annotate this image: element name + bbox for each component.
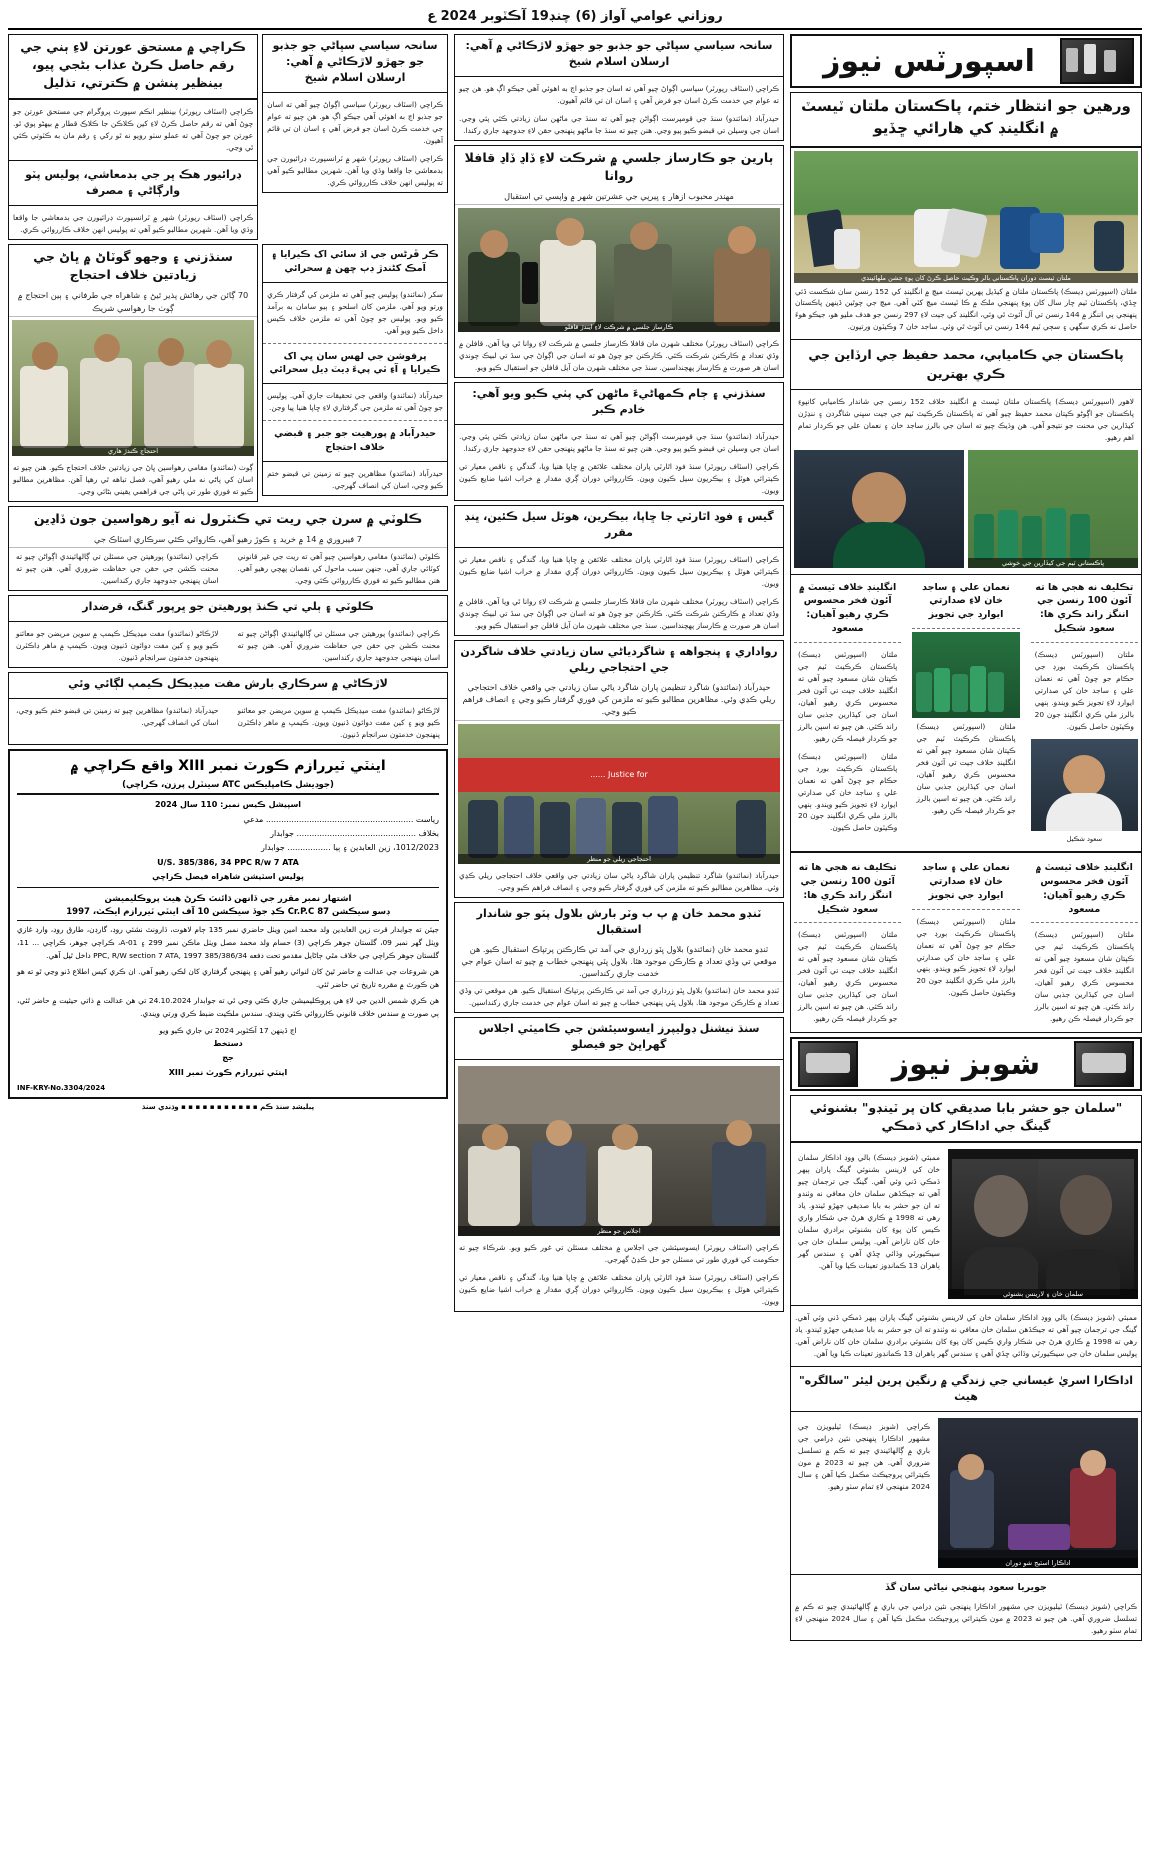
left-story-3-body: ڪراچي (اسٽاف رپورٽر) شهر ۾ ٽرانسپورٽ ڊرائيورن جي بدمعاشي جا واقعا وڌي ويا آهن. شهرين مطالبو ڪيو آهي ته پوليس انهن خلاف ڪارروائي ڪري. xyxy=(13,213,254,235)
court-ad-body-2: هن شروعات جي عدالت ۾ حاضر ٿيڻ کان لنوائي رهيو آهي ۽ پنهنجي گرفتاري کان لڪي رهيو آهي. ان ڪري کيس اطلاع ڏنو وڃي ٿو ته هو هن ڪورٽ ۾ مقرره تاريخ تي حاضر ٿئي. xyxy=(17,967,439,989)
sports-story5-body: ملتان (اسپورٽس ڊيسڪ) پاڪستان ڪرڪيٽ بورڊ جي حڪام جو چوڻ آهي ته نعمان علي ۽ ساجد خان کي صدارتي ايوارڊ لاءِ تجويز ڪيو ويندو. ٻنهي بالرز ملي ڪري انگلينڊ جون 20 وڪيٽون حاصل ڪيون. xyxy=(1034,649,1134,731)
left-story-9 xyxy=(8,595,448,668)
left-story-2 xyxy=(8,34,258,240)
center-story-6-body: ٽنڊو محمد خان (نمائندو) بلاول ڀٽو زرداري جي آمد تي ڪارڪنن پرتپاڪ استقبال ڪيو. هن موقعي تي وڏي تعداد ۾ ڪارڪن موجود هئا. بلاول ڀٽي پنهنجي خطاب ۾ چيو ته اسان عوام جي خدمت جاري رکنداسين. xyxy=(459,986,779,1008)
court-ad-subtitle: (جوڊيشل ڪامپليڪس ATC سينٽرل پرزن، ڪراچي) xyxy=(122,780,334,791)
court-ad-section: U/S. 385/386, 34 PPC R/w 7 ATA xyxy=(157,857,299,867)
sports-story3-headline: انگلينڊ خلاف ٽيسٽ ۾ آئون فخر محسوس ڪري رهيو آهيان: مسعود xyxy=(799,581,897,634)
shobiz-story3-headline: جويريا سعود پنهنجي نياڻي سان گڏ xyxy=(885,1582,1047,1594)
shobiz-logo-text: شوبز نيوز xyxy=(891,1046,1041,1082)
court-ad-sign-1: دستخط xyxy=(213,1039,243,1049)
left-farmers-photo xyxy=(12,320,254,456)
court-advertisement xyxy=(8,749,448,1099)
center-story-2 xyxy=(454,145,784,379)
left-story-3-headline: ڊرائيور هڪ ڀر جي بدمعاشي، پوليس پٽو وارڳاڻي ۽ مصرف xyxy=(25,168,242,198)
center-story-1-body-2: حيدرآباد (نمائندو) سنڌ جي قومپرست اڳواڻن چيو آهي ته سنڌ جي ماڻهن سان زيادتي ڪئي پئي وڃي. اسان جي وسيلن تي قبضو ڪيو پيو وڃي. هنن چيو ته سنڌ جا ماڻهو پنهنجي حقن لاءِ جدوجهد جاري رکندا. xyxy=(459,113,779,135)
center-protest-photo: Justice for ...... احتجاجي ريلي جو منظر xyxy=(458,724,780,864)
sports-story2-body: لاهور (اسپورٽس ڊيسڪ) پاڪستان ملتان ٽيسٽ ۾ انگلينڊ خلاف 152 رنسن جي شاندار ڪاميابي کانپوءِ پاڪستان جو اڳوڻو ڪپتان محمد حفيظ چيو آهي ته پاڪستان ڪرڪيٽ ٽيم جي جيت سڀني شاگردن ۽ ننڍڙن کيڏارين جي محنت جو نتيجو آهي. هن وڌيڪ چيو ته اسان جي بالرز ساجد خان ۽ نعمان علي جو ڪردار تمام اهم رهيو. xyxy=(798,396,1135,442)
sports-story4-headline: نعمان علي ۽ ساجد خان لاءِ صدارتي ايوارڊ جي تجويز xyxy=(922,581,1010,621)
shobiz-emblem-right xyxy=(798,1041,858,1087)
shobiz-lead-body-cont: ممبئي (شوبز ڊيسڪ) بالي ووڊ اداڪار سلمان خان کي لارينس بشنوئي گينگ پاران ٻيهر ڌمڪي ڏني وئي آهي. گينگ جي ترجمان چيو آهي ته جيڪڏهن سلمان خان معافي نه وٺندو ته ان جو حشر به بابا صديقي جهڙو ٿيندو. ياد رهي ته 1998 ۾ ڪاري هرڻ جي شڪار واري ڪيس کان پوءِ کان بشنوئي برادري سلمان خان کان ناراض آهي. پوليس سلمان خان جي سيڪيورٽي وڌائي ڇڏي آهي ۽ سندس گهر ٻاهران 13 ڪمانڊوز تعينات ڪيا ويا آهن. xyxy=(795,1313,1137,1359)
center-story-2-body: ڪراچي (اسٽاف رپورٽر) مختلف شهرن مان قافلا ڪارساز جلسي ۾ شرڪت لاءِ روانا ٿي ويا آهن. قافلن ۾ وڏي تعداد ۾ ڪارڪنن شرڪت ڪئي. ڪارڪنن جو چوڻ هو ته اسان جي اڳواڻ جي سڏ تي لبيڪ چوندي اسان هر صورت ۾ ڪارساز پهچنداسين. سنڌ جي مختلف شهرن مان آيل قافلن جو استقبال ڪيو ويو. xyxy=(459,339,779,373)
center-story-3-body: حيدرآباد (نمائندو) سنڌ جي قومپرست اڳواڻن چيو آهي ته سنڌ جي ماڻهن سان زيادتي ڪئي پئي وڃي. اسان جي وسيلن تي قبضو ڪيو پيو وڃي. هنن چيو ته سنڌ جا ماڻهو پنهنجي حقن لاءِ جدوجهد جاري رکندا. xyxy=(459,432,779,454)
sports-bottom-body-2: ملتان (اسپورٽس ڊيسڪ) پاڪستان ڪرڪيٽ بورڊ جي حڪام جو چوڻ آهي ته نعمان علي ۽ ساجد خان کي صدارتي ايوارڊ لاءِ تجويز ڪيو ويندو. ٻنهي بالرز ملي ڪري انگلينڊ جون 20 وڪيٽون حاصل ڪيون. xyxy=(916,916,1016,998)
shobiz-stage-photo xyxy=(938,1418,1138,1568)
center-story-2-subhead: مهندر محبوب ازهار ۽ ڀيرپي جي عشرتين شهر ۾ واپسي تي استقبال xyxy=(455,188,783,205)
sports-story5-headline: تڪليف نه هجي ها ته آئون 100 رنسن جي اننگز راند ڪري ها: سعود شڪيل xyxy=(1035,581,1134,634)
center-story-6-headline: ٽنڊو محمد خان ۾ پ ب وٽر بارش بلاول پٽو جو شاندار استقبال xyxy=(476,906,762,936)
center-story-3-headline: سنڌزني ۽ ڄام ڪمهاڻيءَ ماڻهن کي پٺي ڪيو ويو آهي: خادم ڪبر xyxy=(472,387,766,417)
shobiz-logo xyxy=(790,1037,1142,1091)
sports-emblem-left xyxy=(1060,38,1134,84)
left-story-7-subhead: 70 ڳائن جي رهائش پذير ٿيڻ ۽ شاهراه جي طرفاني ۽ ٻين احتجاج ۾ ڳوٺ جا رهواسي شريڪ xyxy=(9,287,257,317)
left-story-7-body: ڳوٺ (نمائندو) مقامي رهواسين ڀاڻ جي زيادتين خلاف احتجاج ڪيو. هنن چيو ته اسان کي پاڻي نه ملي رهيو آهي، فصل تباهه ٿي رهيا آهن. مظاهرين مطالبو ڪيو ته فوري طور تي پاڻي جي فراهمي يقيني بڻائي وڃي. xyxy=(13,463,254,496)
court-ad-sign-2: جج xyxy=(222,1053,234,1063)
masthead-date: روزاني عوامي آواز (6) چنڊ19 آڪٽوبر 2024 ع xyxy=(8,6,1142,30)
center-story-5-subhead: حيدرآباد (نمائندو) شاگرد تنظيمن پاران شاگرد ياڻي سان زيادتي جي واقعي خلاف احتجاجي ريلي ڪڍي وئي. مظاهرين مطالبو ڪيو ته ملزمن کي فوري گرفتار ڪيو وڃي ۽ انصاف فراهم ڪيو وڃي. xyxy=(455,679,783,721)
left-story-1-body: ڪراچي (اسٽاف رپورٽر) سياسي اڳواڻ چيو آهي ته اسان جو جذبو اڄ به اهوئي آهي جيڪو اڳ هو. هن چيو ته عوام جي خدمت ڪرڻ اسان جو فرض آهي ۽ اسان ان تي قائم آهيون. xyxy=(267,99,443,145)
center-story-6-subhead: ٽنڊو محمد خان (نمائندو) بلاول ڀٽو زرداري جي آمد تي ڪارڪنن پرتپاڪ استقبال ڪيو. هن موقعي تي وڏي تعداد ۾ ڪارڪن موجود هئا. بلاول ڀٽي پنهنجي خطاب ۾ چيو ته اسان عوام جي خدمت جاري رکنداسين. xyxy=(455,941,783,983)
sports-bottom-body-1: ملتان (اسپورٽس ڊيسڪ) پاڪستان ڪرڪيٽ ٽيم جي ڪپتان شان مسعود چيو آهي ته انگلينڊ خلاف جيت تي آئون فخر محسوس ڪري رهيو آهيان، اسان جي کيڏارين جذبي سان راند ڪئي. هن چيو ته اسپن بالرز جو ڪردار فيصلہ ڪن رهيو. xyxy=(1034,930,1134,1024)
center-story-5-body: حيدرآباد (نمائندو) شاگرد تنظيمن پاران شاگرد ياڻي سان زيادتي جي واقعي خلاف احتجاجي ريلي ڪڍي وئي. مظاهرين مطالبو ڪيو ته ملزمن کي فوري گرفتار ڪيو وڃي ۽ انصاف فراهم ڪيو وڃي. xyxy=(459,870,779,892)
court-ad-state-line: رياست .......................................................... مدعي xyxy=(243,814,439,824)
left-story-5-body: حيدرآباد (نمائندو) واقعي جي تحقيقات جاري آهي. پوليس جو چوڻ آهي ته ملزمن جي گرفتاري لاءِ ڇاپا هنيا پيا وڃن. xyxy=(267,391,443,413)
sports-player-photo-caption: سعود شڪيل xyxy=(1066,834,1103,843)
center-story-2-headline: ٻارين جو ڪارساز جلسي ۾ شرڪت لاءِ ڏاڍ ڏاڍ قافلا روانا xyxy=(464,149,774,183)
center-protest-photo-caption: احتجاجي ريلي جو منظر xyxy=(458,854,780,864)
center-story-7 xyxy=(454,1017,784,1312)
sports-bottom-body-3: ملتان (اسپورٽس ڊيسڪ) پاڪستان ڪرڪيٽ ٽيم جي ڪپتان شان مسعود چيو آهي ته انگلينڊ خلاف جيت تي آئون فخر محسوس ڪري رهيو آهيان، اسان جي کيڏارين جذبي سان راند ڪئي. هن چيو ته اسپن بالرز جو ڪردار فيصلہ ڪن رهيو. xyxy=(798,930,898,1024)
center-story-1-headline: سانحہ سياسي سڀاڻي جو جذبو جو جهڙو لاڙڪاڻي ۾ آهي: ارسلان اسلام شيخ xyxy=(465,39,773,68)
shobiz-lead-body: ممبئي (شوبز ڊيسڪ) بالي ووڊ اداڪار سلمان خان کي لارينس بشنوئي گينگ پاران ٻيهر ڌمڪي ڏني وئي آهي. گينگ جي ترجمان چيو آهي ته جيڪڏهن سلمان خان معافي نه وٺندو ته ان جو حشر به بابا صديقي جهڙو ٿيندو. ياد رهي ته 1998 ۾ ڪاري هرڻ جي شڪار واري ڪيس کان پوءِ کان بشنوئي برادري سلمان خان کان ناراض آهي. پوليس سلمان خان جي سيڪيورٽي وڌائي ڇڏي آهي ۽ سندس گهر ٻاهران 13 ڪمانڊوز تعينات ڪيا ويا آهن. xyxy=(798,1153,940,1271)
court-ad-vs-line: بخلاف ............................................... جوابدار xyxy=(270,828,439,838)
center-karsaz-photo xyxy=(458,208,780,332)
sports-hafeez-photo xyxy=(794,450,964,568)
sports-story2-headline: پاڪستان جي ڪاميابي، محمد حفيظ جي ارڏاين جي ڪري بهترين xyxy=(808,347,1124,381)
center-story-4-headline: گيس ۽ فوڊ اٿارٽي جا ڇاپا، بيڪرين، هوٽل سيل ڪئين، ڀنڊ مقرر xyxy=(464,510,774,540)
left-story-6-headline: حيدرآباد ۾ پورهيت جو جبر ۽ قبضي خلاف احتجاج xyxy=(274,428,437,453)
sports-player-photo xyxy=(1031,739,1138,831)
left-story-8 xyxy=(8,506,448,591)
center-story-1 xyxy=(454,34,784,141)
left-story-7 xyxy=(8,244,258,502)
sports-story4-body: ملتان (اسپورٽس ڊيسڪ) پاڪستان ڪرڪيٽ ٽيم جي ڪپتان شان مسعود چيو آهي ته انگلينڊ خلاف جيت تي آئون فخر محسوس ڪري رهيو آهيان، اسان جي کيڏارين جذبي سان راند ڪئي. هن چيو ته اسپن بالرز جو ڪردار فيصلہ ڪن رهيو. xyxy=(916,721,1016,815)
center-story-4-body-2: ڪراچي (اسٽاف رپورٽر) مختلف شهرن مان قافلا ڪارساز جلسي ۾ شرڪت لاءِ روانا ٿي ويا آهن. قافلن ۾ وڏي تعداد ۾ ڪارڪنن شرڪت ڪئي. ڪارڪنن جو چوڻ هو ته اسان جي اڳواڻ جي سڏ تي لبيڪ چوندي اسان هر صورت ۾ ڪارساز پهچنداسين. سنڌ جي مختلف شهرن مان آيل قافلن جو استقبال ڪيو ويو. xyxy=(459,596,779,630)
left-story-8-body: ڪلوٽي (نمائندو) مقامي رهواسين چيو آهي ته ريت جي غير قانوني کوٽائي جاري آهي، جنهن سبب ماحول کي نقصان پهچي رهيو آهي. هنن مطالبو ڪيو ته فوري ڪارروائي ڪئي وڃي. xyxy=(237,552,440,586)
court-ad-proclamation-sub: ڊسو سيڪشن 87 Cr.P.C ڪڍ جوڏ سيڪشن 10 آف اينٽي ٽيررازم ايڪٽ، 1997 xyxy=(66,907,390,918)
shobiz-emblem-left xyxy=(1074,1041,1134,1087)
court-ad-body-1: جيئن ته جوابدار قرت زين العابدين ولد محمد امين ويٺل حاضري نمبر 135 ڄام لاهوت، ڌارونٽ نشئي روڊ، گارڊن، طارق روڊ، وارڊ غازي ويٺل گهر نمبر 09، گلستان جوهر ڪراچي (3) حسام ولد محمد مصل ويٺل ماڪن نمبر 299 ۽ 01-A، ڪراچي جوهر، ڪراچي ... 11، گلستان جوهر ڪراچي جي خلاف مٿي ڄاڻايل مقدمو تحت دفعه 385/386/34 PPC, R/W section 7 ATA, 1997 داخل ٿيل آهي. xyxy=(17,925,439,960)
center-story-5-headline: رواداري ۽ پنجواهه ۽ شاگردياڻي سان زيادتي خلاف شاگردن جي احتجاجي ريلي xyxy=(460,644,778,674)
shobiz-lead-headline: "سلمان جو حشر بابا صديقي کان پر ٽينڊو" بشنوئي گينگ جي اداڪار کي ڌمڪي xyxy=(809,1100,1123,1134)
left-story-2-body: ڪراچي (اسٽاف رپورٽر) بينظير انڪم سپورٽ پروگرام جي مستحق عورتن جو چوڻ آهي ته رقم حاصل ڪرڻ لاءِ کين ڪلاڪن جا ڪلاڪ قطار ۾ بيهڻو پوي ٿو. عورتن جو چوڻ آهي ته عملو سٺو رويو نه ٿو رکي ۽ رقم مان به ڪٽوتي ڪئي ٿي وڃي. xyxy=(13,107,254,153)
sports-lead-headline: ورهين جو انتظار ختم، پاڪستان ملتان ٽيسٽ ۾ انگلينڊ کي هارائي ڇڏيو xyxy=(801,97,1131,137)
left-story-8-headline: ڪلوٽي ۾ سرن جي ريت تي ڪنٽرول نه آيو رهواسين جون ڏاڍين xyxy=(33,510,423,526)
left-story-1 xyxy=(262,34,448,193)
sports-bottom-head-2: نعمان علي ۽ ساجد خان لاءِ صدارتي ايوارڊ جي تجويز xyxy=(922,862,1010,901)
center-story-7-body-2: ڪراچي (اسٽاف رپورٽر) سنڌ فوڊ اٿارٽي پاران مختلف علائقن ۾ ڇاپا هنيا ويا، گندگي ۽ ناقص معيار تي ڪيترائي هوٽل ۽ بيڪريون سيل ڪيون ويون. ڪارروائي دوران ڳري مقدار ۾ خراب اشيا ضايع ڪيون ويون. xyxy=(459,1273,779,1307)
sports-lead-body: ملتان (اسپورٽس ڊيسڪ) پاڪستان ملتان ۾ کيڏيل پهرين ٽيسٽ ميچ ۾ انگلينڊ کي 152 رنسن سان شڪست ڏئي ڇڏي، پاڪستان ٽيم چار سال کان پوءِ پنهنجي ملڪ ۾ ڪا ٽيسٽ ميچ کٽي آهي. ميچ جي چوٿين ڏينهن پاڪستان پنهنجي ٻي اننگز ۾ 144 رنسن تي آل آئوٽ ٿي وئي، انگلينڊ کي جيت لاءِ 297 رنسن جو هدف مليو هو، جيڪو هوءَ حاصل نه ڪري سگهي ۽ سڄي ٽيم 144 رنسن تي آئوٽ ٿي وئي. ساجد خان 7 وڪيٽون ورتيون. xyxy=(795,286,1137,332)
court-ad-accused-line: 1012/2023، زين العابدين ۽ ٻيا ................. جوابدار xyxy=(261,843,439,853)
left-story-10-body-2: حيدرآباد (نمائندو) مظاهرين چيو ته زمينن تي قبضو ختم ڪيو وڃي، اسان کي انصاف گهرجي. xyxy=(16,706,219,728)
shobiz-lead-photo xyxy=(948,1149,1138,1299)
left-story-9-headline: ڪلوٽي ۽ ٻلي تي ڪنڌ پورهيتن جو ڀرپور گنگ، قرضدار xyxy=(82,600,374,614)
sports-lead-photo-caption: ملتان ٽيسٽ دوران پاڪستاني بالر وڪيٽ حاصل ڪرڻ کان پوءِ جشن ملهائيندي xyxy=(794,273,1138,283)
center-meeting-photo xyxy=(458,1066,780,1236)
sports-lead-photo xyxy=(794,151,1138,283)
left-story-8-subhead: 7 فيبروري ۾ 14 ۾ خريد ۽ ڪوڙ رهيو آهي، ڪاروائي ڪئي سرڪاري اسٽاڪ جي xyxy=(9,531,447,548)
center-story-4 xyxy=(454,505,784,636)
center-story-5 xyxy=(454,640,784,898)
court-ad-dated: اڄ ڏينهن 17 آڪٽوبر 2024 تي جاري ڪيو ويو xyxy=(159,1025,297,1035)
sports-bottom-head-1: انگلينڊ خلاف ٽيسٽ ۾ آئون فخر محسوس ڪري رهيو آهيان: مسعود xyxy=(1035,862,1133,915)
left-story-10-body: لاڙڪاڻو (نمائندو) مفت ميڊيڪل ڪيمپ ۾ سوين مريضن جو معائنو ڪيو ويو ۽ کين مفت دوائون ڏنيون ويون. ڪيمپ ۾ ماهر ڊاڪٽرن پنهنجون خدمتون سرانجام ڏنيون. xyxy=(237,706,440,740)
center-story-3 xyxy=(454,382,784,501)
center-story-7-headline: سنڌ نيشنل ڊوليپرز ايسوسيئشن جي ڪاميٽي اجلاس گهراڀڻ جو فيصلو xyxy=(478,1022,760,1052)
left-story-7-headline: سنڌزني ۽ وجهو گوٽاڻ ۾ ڀاڻ جي زيادتين خلاف احتجاج xyxy=(33,249,233,283)
court-ad-body-3: هن ڪري شمس الدين جي لاءِ هي پروڪليميشن جاري ڪئي وڃي ٿي ته جوابدار 24.10.2024 تي هن عدالت ۾ ذاتي حيثيت ۾ حاضر ٿئي، ٻي صورت ۾ سندس خلاف قانوني ڪارروائي ڪئي ويندي. سندس ملڪيت ضبط ڪري ورتي ويندي. xyxy=(17,996,439,1018)
sports-logo-text: اسپورٽس نيوز xyxy=(823,43,1035,79)
shobiz-stage-photo-caption: اداڪارا اسٽيج شو دوران xyxy=(938,1558,1138,1568)
court-ad-police-station: پوليس اسٽيشن شاهراه فيصل ڪراچي xyxy=(152,872,304,882)
center-meeting-photo-caption: اجلاس جو منظر xyxy=(458,1226,780,1236)
court-ad-proclamation-title: اشتهار نمبر مقرر جي ڏانهن ڌائنٽ ڪرڻ هيٺ پروڪليميشن xyxy=(104,894,352,905)
center-story-3-body-2: ڪراچي (اسٽاف رپورٽر) سنڌ فوڊ اٿارٽي پاران مختلف علائقن ۾ ڇاپا هنيا ويا، گندگي ۽ ناقص معيار تي ڪيترائي هوٽل ۽ بيڪريون سيل ڪيون ويون. ڪارروائي دوران ڳري مقدار ۾ خراب اشيا ضايع ڪيون ويون. xyxy=(459,462,779,496)
court-ad-inf-no: INF-KRY-No.3304/2024 xyxy=(17,1084,106,1093)
left-story-10 xyxy=(8,672,448,745)
center-story-6 xyxy=(454,902,784,1014)
sports-team-photo xyxy=(968,450,1138,568)
left-story-9-body-2: لاڙڪاڻو (نمائندو) مفت ميڊيڪل ڪيمپ ۾ سوين مريضن جو معائنو ڪيو ويو ۽ کين مفت دوائون ڏنيون ويون. ڪيمپ ۾ ماهر ڊاڪٽرن پنهنجون خدمتون سرانجام ڏنيون. xyxy=(16,629,219,663)
center-story-7-body: ڪراچي (اسٽاف رپورٽر) ايسوسيئشن جي اجلاس ۾ مختلف مسئلن تي غور ڪيو ويو. شرڪاء چيو ته حڪومت کي فوري طور تي مسئلن جو حل ڪڍڻ گهرجي. xyxy=(459,1243,779,1265)
left-story-9-body: ڪراچي (نمائندو) پورهيتن جي مسئلن تي ڳالهائيندي اڳواڻن چيو ته محنت ڪشن جي حقن جي حفاظت ضروري آهي. هنن چيو ته اسان پنهنجي جدوجهد جاري رکنداسين. xyxy=(237,629,440,663)
left-story-10-headline: لاڙڪاڻي ۾ سرڪاري بارش مفت ميڊيڪل ڪيمپ لڳائي وئي xyxy=(68,677,388,691)
sports-story3-body: ملتان (اسپورٽس ڊيسڪ) پاڪستان ڪرڪيٽ ٽيم جي ڪپتان شان مسعود چيو آهي ته انگلينڊ خلاف جيت تي آئون فخر محسوس ڪري رهيو آهيان، اسان جي کيڏارين جذبي سان راند ڪئي. هن چيو ته اسپن بالرز جو ڪردار فيصلہ ڪن رهيو. xyxy=(798,649,898,743)
court-ad-sign-3: اينٽي ٽيررازم ڪورٽ نمبر XIII xyxy=(168,1067,288,1077)
left-story-1-headline: سانحہ سياسي سڀاڻي جو جذبو جو جهڙو لاڙڪاڻي ۾ آهي: ارسلان اسلام شيخ xyxy=(272,39,438,84)
center-story-4-body: ڪراچي (اسٽاف رپورٽر) سنڌ فوڊ اٿارٽي پاران مختلف علائقن ۾ ڇاپا هنيا ويا، گندگي ۽ ناقص معيار تي ڪيترائي هوٽل ۽ بيڪريون سيل ڪيون ويون. ڪارروائي دوران ڳري مقدار ۾ خراب اشيا ضايع ڪيون ويون. xyxy=(459,554,779,588)
left-story-6-body: حيدرآباد (نمائندو) مظاهرين چيو ته زمينن تي قبضو ختم ڪيو وڃي، اسان کي انصاف گهرجي. xyxy=(267,468,443,490)
shobiz-story2-headline: اداڪارا اسريٰ غيساني جي زندگي ۾ رنگين پرين ليئر "سالگره" هيٺ xyxy=(798,1374,1134,1404)
left-farmers-photo-caption: احتجاج ڪندڙ هاري xyxy=(12,446,254,456)
left-story-4-body: سکر (نمائندو) پوليس چيو آهي ته ملزمن کي گرفتار ڪري ورتو ويو آهي. ملزمن کان اسلحو ۽ ٻيو سامان به برآمد ڪيو ويو. پوليس جو چوڻ آهي ته ملزمن خلاف ڪيس داخل ڪيو ويو آهي. xyxy=(267,289,443,335)
center-story-1-body: ڪراچي (اسٽاف رپورٽر) سياسي اڳواڻ چيو آهي ته اسان جو جذبو اڄ به اهوئي آهي جيڪو اڳ هو. هن چيو ته عوام جي خدمت ڪرڻ اسان جو فرض آهي ۽ اسان ان تي قائم آهيون. xyxy=(459,83,779,105)
left-story-4 xyxy=(262,244,448,495)
sports-bottom-head-3: تڪليف نه هجي ها ته آئون 100 رنسن جي اننگز راند ڪري ها: سعود شڪيل xyxy=(798,862,897,915)
court-ad-title: اينٽي ٽيررازم ڪورٽ نمبر XIII واقع ڪراچي ۾ xyxy=(70,758,386,775)
left-story-8-body-2: ڪراچي (نمائندو) پورهيتن جي مسئلن تي ڳالهائيندي اڳواڻن چيو ته محنت ڪشن جي حقن جي حفاظت ضروري آهي. هنن چيو ته اسان پنهنجي جدوجهد جاري رکنداسين. xyxy=(16,552,219,586)
center-karsaz-photo-caption: ڪارساز جلسي ۾ شرڪت لاءِ ايندڙ قافلو xyxy=(458,322,780,332)
sports-team-photo-caption: پاڪستاني ٽيم جي کيڏارين جي خوشي xyxy=(968,558,1138,568)
left-story-4-headline: ڪر ڦرڻس جي اڌ سائي اک ڪيرايا ۽ آمڪ کڻندڙ ڊٻ ڇهن ۾ سحرائي xyxy=(271,249,439,274)
shobiz-lead-photo-caption: سلمان خان ۽ لارينس بشنوئي xyxy=(948,1289,1138,1299)
left-story-1-body-2: ڪراچي (اسٽاف رپورٽر) شهر ۾ ٽرانسپورٽ ڊرائيورن جي بدمعاشي جا واقعا وڌي ويا آهن. شهرين مطالبو ڪيو آهي ته پوليس انهن خلاف ڪارروائي ڪري. xyxy=(267,153,443,187)
left-story-2-headline: ڪراچي ۾ مستحق عورتن لاءِ ٻني جي رقم حاصل ڪرڻ عذاب بڻجي پيو، بينظير پنشن ۾ ڪترتي، تذليل xyxy=(20,39,246,91)
left-story-5-headline: پرفوشن جي لهس سان ڀي اک ڪيرايا ۽ آءِ ٽي پيءَ ڊيٽ ڊيل سحرائي xyxy=(269,350,441,376)
shobiz-story3-body: ڪراچي (شوبز ڊيسڪ) ٽيليويزن جي مشهور اداڪارا پنهنجي نئين ڊرامي جي باري ۾ ڳالهائيندي چيو ته ڪم ۾ تسلسل ضروري آهي. هن چيو ته 2023 ۾ مون ڪيترائي پروجيڪٽ مڪمل ڪيا آهن ۽ سال 2024 منهنجي لاءِ تمام سٺو رهيو. xyxy=(795,1602,1137,1635)
sports-logo xyxy=(790,34,1142,88)
page-footer: پبليشڊ سنڌ ڪم ▪ ▪ ▪ ▪ ▪ ▪ ▪ ▪ ▪ ▪ ▪ وڌندي سنڌ xyxy=(141,1103,315,1112)
court-ad-case-no: اسپيشل ڪيس نمبر: 110 سال 2024 xyxy=(154,800,302,810)
sports-story3-body-2: ملتان (اسپورٽس ڊيسڪ) پاڪستان ڪرڪيٽ بورڊ جي حڪام جو چوڻ آهي ته نعمان علي ۽ ساجد خان کي صدارتي ايوارڊ لاءِ تجويز ڪيو ويندو. ٻنهي بالرز ملي ڪري انگلينڊ جون 20 وڪيٽون حاصل ڪيون. xyxy=(798,751,898,833)
shobiz-story2-body: ڪراچي (شوبز ڊيسڪ) ٽيليويزن جي مشهور اداڪارا پنهنجي نئين ڊرامي جي باري ۾ ڳالهائيندي چيو ته ڪم ۾ تسلسل ضروري آهي. هن چيو ته 2023 ۾ مون ڪيترائي پروجيڪٽ مڪمل ڪيا آهن ۽ سال 2024 منهنجي لاءِ تمام سٺو رهيو. xyxy=(798,1422,930,1492)
sports-squad-photo xyxy=(912,632,1019,718)
